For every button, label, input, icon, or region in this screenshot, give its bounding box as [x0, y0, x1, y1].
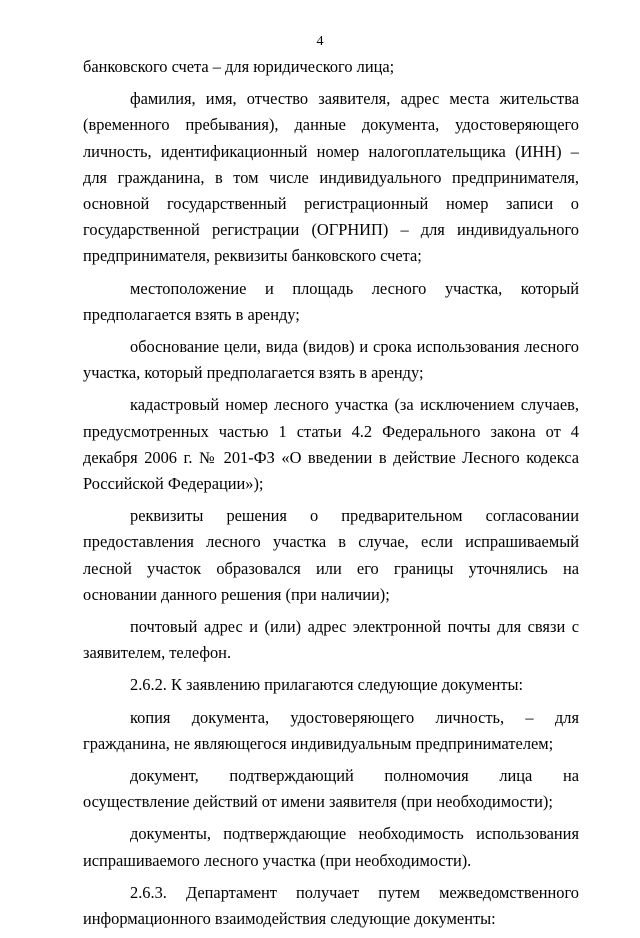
paragraph-necessity-documents: документы, подтверждающие необходимость использования испрашиваемого лесного участка (при необходимости).: [83, 824, 579, 870]
paragraph-bank-account-legal: банковского счета – для юридического лица;: [83, 57, 395, 76]
paragraph-identity-copy: копия документа, удостоверяющего личность, – для гражданина, не являющегося индивидуальным предпринимателем;: [83, 707, 579, 753]
paragraph-applicant-details: фамилия, имя, отчество заявителя, адрес места жительства (временного пребывания), данные документа, удостоверяющего личность, идентификационный номер налогоплательщика (ИНН) – для гражданина, в том числе индивидуального предпринимателя, основной государственный регистрационный номер записи о государственной регистрации (ОГРНИП) – для индивидуального предпринимателя, реквизиты банковского счета;: [83, 89, 579, 266]
document-body: [83, 54, 579, 938]
paragraph-cadastral-number: кадастровый номер лесного участка (за исключением случаев, предусмотренных частью 1 статьи 4.2 Федерального закона от 4 декабря 2006 г. № 201-ФЗ «О введении в действие Лесного кодекса Российской Федерации»);: [83, 395, 579, 494]
paragraph-authority-document: документ, подтверждающий полномочия лица на осуществление действий от имени заявителя (при необходимости);: [83, 766, 579, 812]
paragraph-location-area: местоположение и площадь лесного участка, который предполагается взять в аренду;: [83, 278, 579, 324]
page-number: 4: [316, 34, 324, 49]
paragraph-purpose-justification: обоснование цели, вида (видов) и срока использования лесного участка, который предполагается взять в аренду;: [83, 337, 579, 383]
paragraph-preliminary-decision: реквизиты решения о предварительном согласовании предоставления лесного участка в случае, если испрашиваемый лесной участок образовался или его границы уточнялись на основании данного решения (при наличии);: [83, 506, 579, 604]
paragraph-section-2-6-2: 2.6.2. К заявлению прилагаются следующие документы:: [130, 675, 524, 695]
paragraph-contact-info: почтовый адрес и (или) адрес электронной почты для связи с заявителем, телефон.: [83, 617, 579, 663]
paragraph-section-2-6-3: 2.6.3. Департамент получает путем межведомственного информационного взаимодействия следующие документы:: [83, 882, 579, 929]
